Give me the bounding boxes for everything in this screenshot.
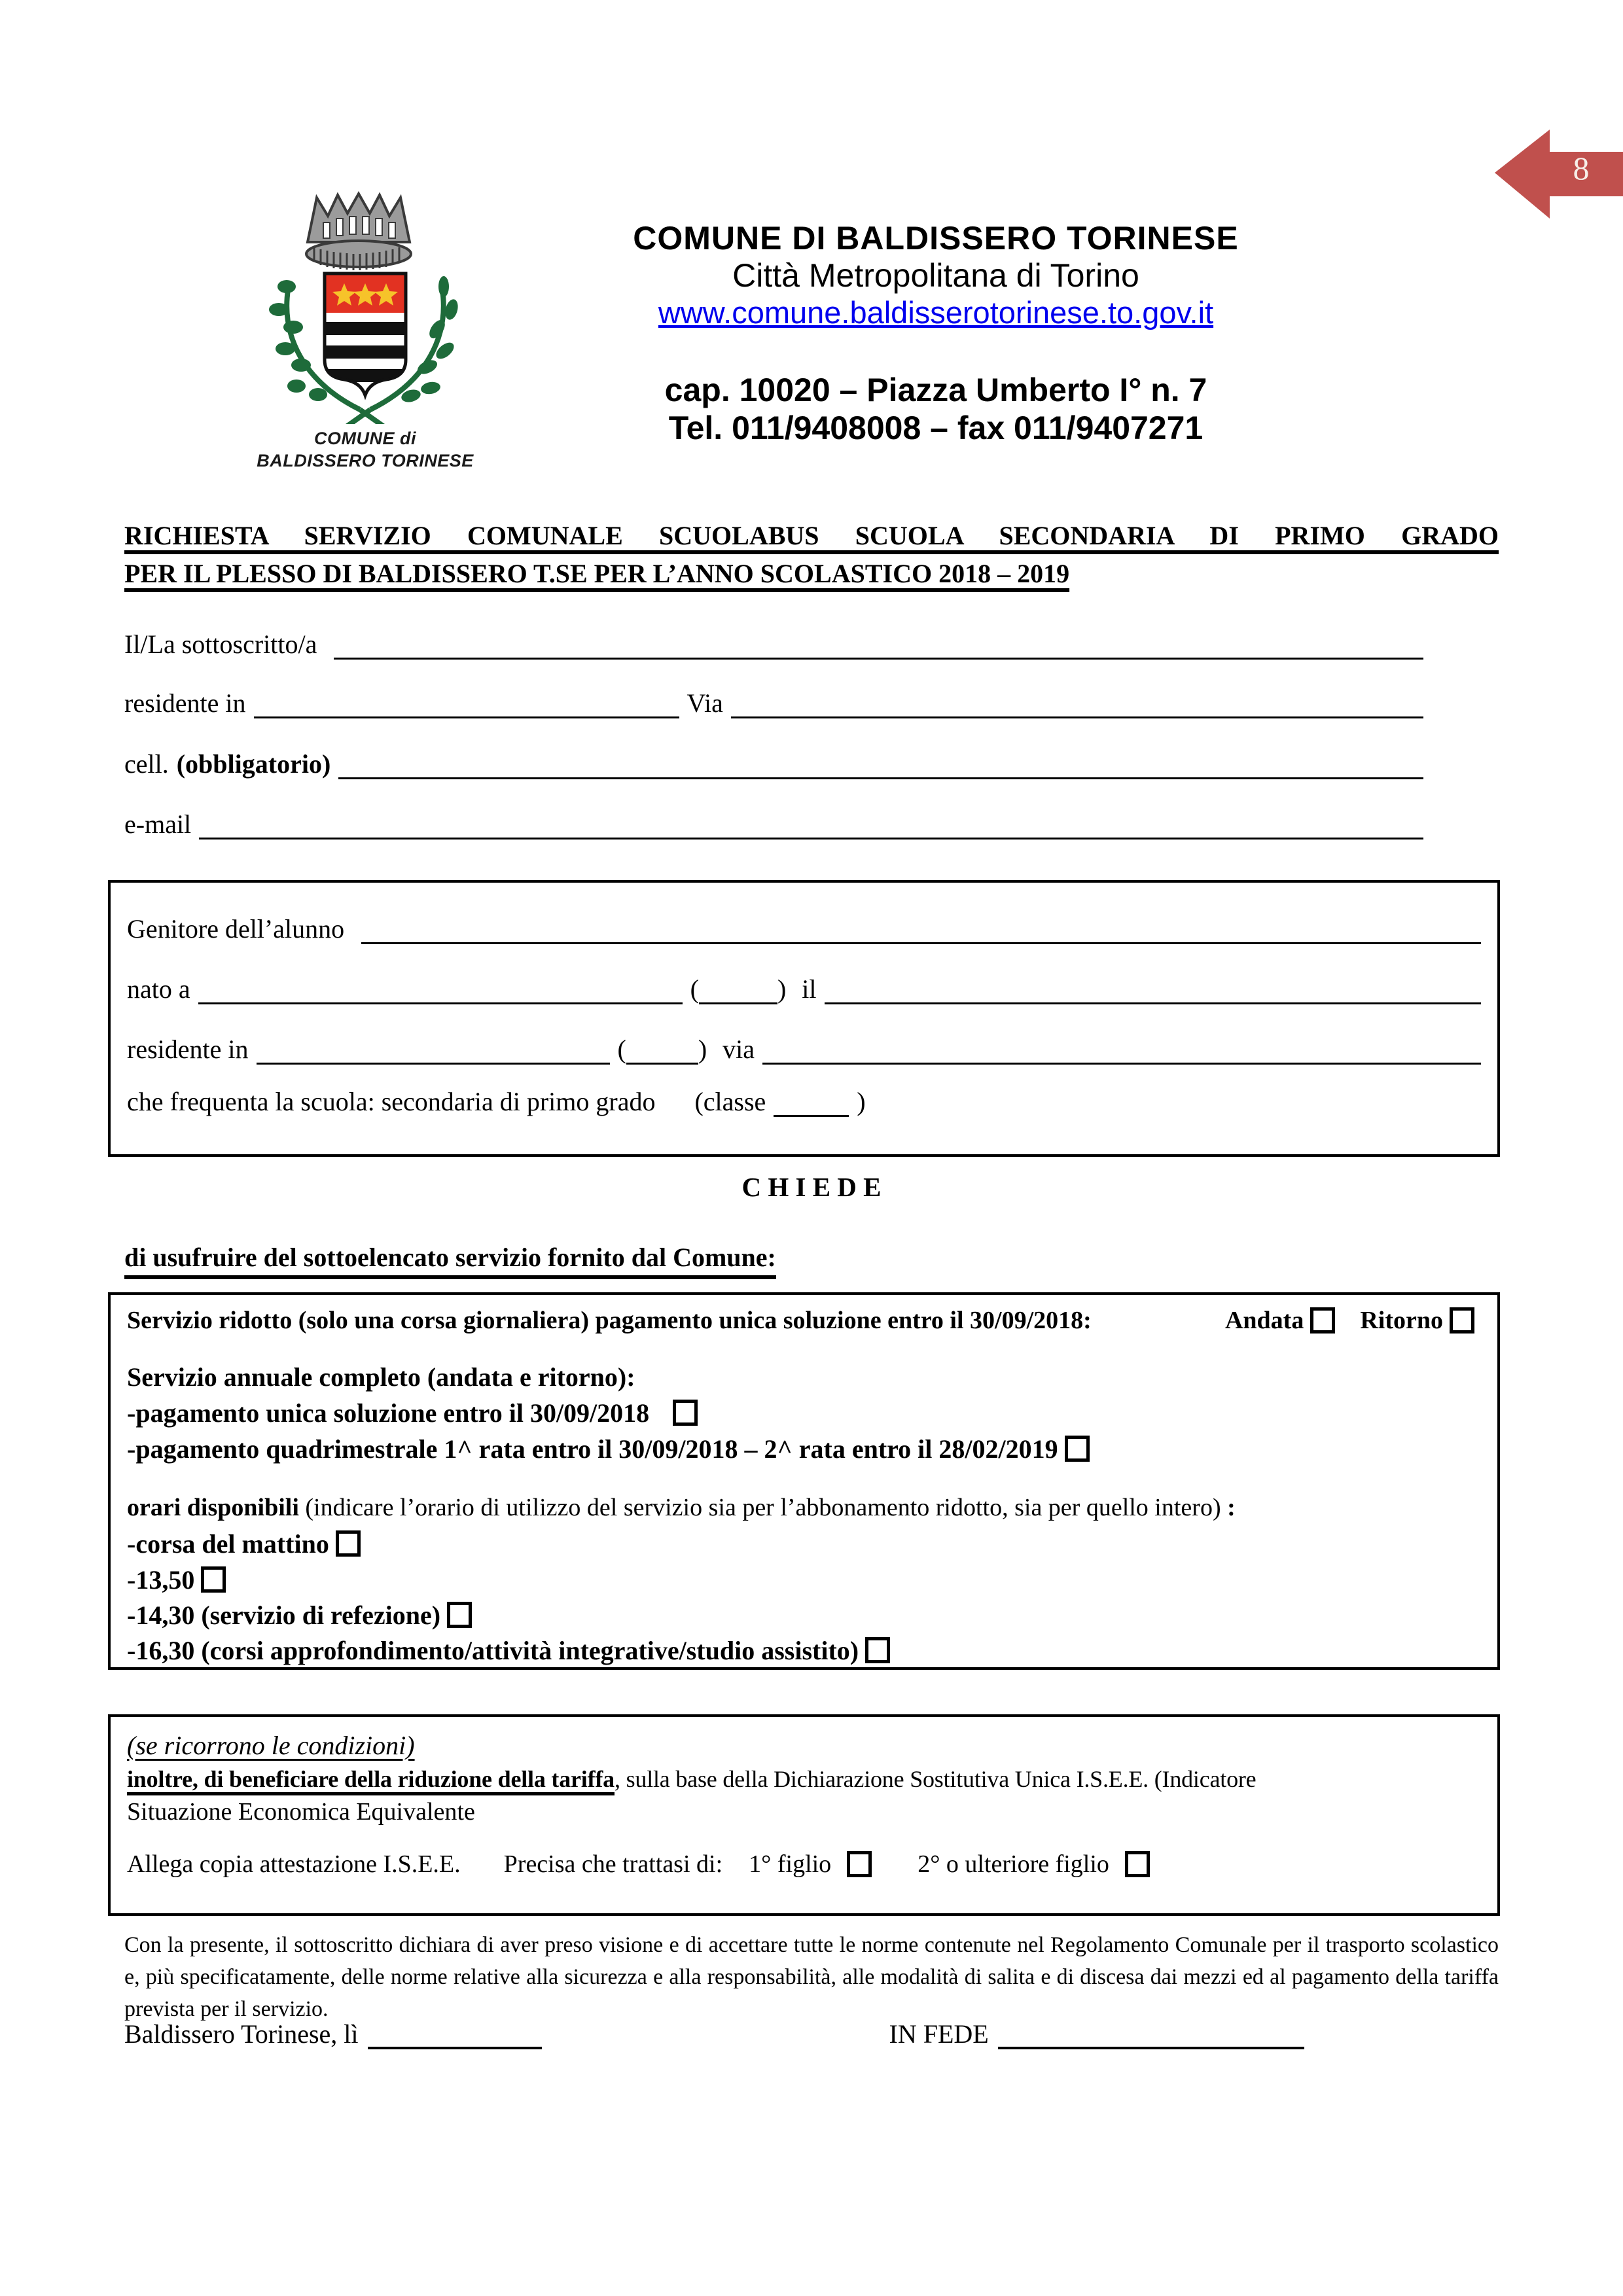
email-input-line[interactable]	[199, 807, 1423, 839]
isee-discount-box	[108, 1714, 1500, 1916]
field-row-residenza-alunno	[127, 1031, 1481, 1065]
obbligatorio-label: (obbligatorio)	[176, 749, 331, 779]
pagamento-quadrimestrale-checkbox[interactable]	[1065, 1436, 1090, 1462]
alunno-residente-label: residente in	[127, 1034, 249, 1064]
corsa-mattino-label: -corsa del mattino	[127, 1528, 329, 1559]
orario-1430-label: -14,30 (servizio di refezione)	[127, 1600, 441, 1630]
orario-1350-row	[127, 1563, 1481, 1596]
servizio-ridotto-row	[127, 1304, 1481, 1337]
orario-1630-checkbox[interactable]	[865, 1637, 890, 1663]
signature-row	[124, 2017, 1499, 2049]
orario-1350-label: -13,50	[127, 1564, 195, 1595]
in-fede-label: IN FEDE	[889, 2019, 989, 2049]
declaration-paragraph: Con la presente, il sottoscritto dichiara di aver preso visione e di accettare tutte le norme contenute nel Regolamento Comunale per il trasporto scolastico e, più specificatamente, delle norme relative alla sicurezza e alla responsabilità, alle modalità di salita e di discesa dai mezzi ed al pagamento della tariffa prevista per il servizio.	[124, 1933, 1499, 2021]
figlio1-checkbox[interactable]	[847, 1851, 872, 1877]
andata-checkbox[interactable]	[1310, 1307, 1335, 1333]
genitore-input-line[interactable]	[361, 910, 1481, 944]
form-title-line1: RICHIESTA SERVIZIO COMUNALE SCUOLABUS SCUOLA SECONDARIA DI PRIMO GRADO	[124, 521, 1499, 550]
sottoscritto-label: Il/La sottoscritto/a	[124, 629, 317, 659]
letterhead	[488, 219, 1384, 447]
ritorno-checkbox[interactable]	[1450, 1307, 1474, 1333]
orari-row	[127, 1491, 1481, 1524]
alunno-via-input-line[interactable]	[762, 1031, 1481, 1065]
nato-label: nato a	[127, 974, 190, 1004]
orario-1630-row	[127, 1634, 1481, 1667]
allega-row	[127, 1848, 1481, 1881]
orario-1430-checkbox[interactable]	[447, 1602, 472, 1628]
service-options-box	[108, 1292, 1500, 1670]
ritorno-label: Ritorno	[1360, 1307, 1443, 1334]
page-number: 8	[1573, 150, 1590, 186]
nato-data-input-line[interactable]	[825, 970, 1481, 1004]
form-title-line2: PER IL PLESSO DI BALDISSERO T.SE PER L’ANNO SCOLASTICO 2018 – 2019	[124, 559, 1070, 588]
logo-caption-line2: BALDISSERO TORINESE	[257, 451, 474, 470]
alunno-via-label: via	[722, 1034, 755, 1064]
municipal-logo	[228, 169, 503, 472]
field-row-genitore	[127, 910, 1481, 944]
request-intro: di usufruire del sottoelencato servizio fornito dal Comune:	[124, 1242, 776, 1273]
chiede-heading: C H I E D E	[741, 1172, 882, 1202]
alunno-paren-close: )	[698, 1034, 707, 1064]
figlio2-checkbox[interactable]	[1125, 1851, 1150, 1877]
page-badge	[1495, 130, 1623, 219]
signature-input-line[interactable]	[998, 2017, 1304, 2049]
orario-1430-row	[127, 1598, 1481, 1631]
place-date-label: Baldissero Torinese, lì	[124, 2019, 359, 2049]
residenza-via-input-line[interactable]	[731, 686, 1423, 718]
field-row-sottoscritto	[124, 627, 1423, 660]
residenza-citta-input-line[interactable]	[254, 686, 679, 718]
inoltre-label-bold: inoltre, di beneficiare della riduzione della tariffa	[127, 1766, 615, 1792]
figlio2-label: 2° o ulteriore figlio	[918, 1850, 1109, 1878]
sottoscritto-input-line[interactable]	[334, 627, 1423, 660]
orari-label-rest: (indicare l’orario di utilizzo del servizio sia per l’abbonamento ridotto, sia per quello intero)	[298, 1494, 1221, 1521]
frequenta-label: che frequenta la scuola: secondaria di primo grado	[127, 1087, 656, 1116]
nato-provincia-input-line[interactable]	[699, 970, 777, 1004]
classe-open-label: (classe	[694, 1087, 766, 1116]
field-row-residenza	[124, 686, 1423, 718]
orario-1630-label: -16,30 (corsi approfondimento/attività integrative/studio assistito)	[127, 1635, 859, 1665]
andata-label: Andata	[1224, 1307, 1304, 1334]
residente-label: residente in	[124, 688, 246, 718]
condizioni-label: (se ricorrono le condizioni)	[127, 1730, 415, 1760]
inoltre-row	[127, 1763, 1481, 1795]
email-label: e-mail	[124, 809, 192, 839]
corsa-mattino-row	[127, 1527, 1481, 1560]
figlio1-label: 1° figlio	[749, 1850, 832, 1878]
allega-label: Allega copia attestazione I.S.E.E.	[127, 1850, 461, 1878]
student-info-box	[108, 880, 1500, 1157]
cell-input-line[interactable]	[338, 747, 1423, 779]
pagamento-unica-checkbox[interactable]	[673, 1400, 698, 1426]
servizio-ridotto-label: Servizio ridotto (solo una corsa giornaliera) pagamento unica soluzione entro il 30/09/2018:	[127, 1307, 1092, 1334]
isee-line2: Situazione Economica Equivalente	[127, 1798, 475, 1826]
classe-close-label: )	[857, 1087, 866, 1116]
website-link[interactable]: www.comune.baldisserotorinese.to.gov.it	[658, 295, 1214, 330]
logo-caption-line1: COMUNE di	[314, 429, 416, 448]
field-row-email	[124, 807, 1423, 839]
via-label: Via	[687, 688, 723, 718]
municipality-name: COMUNE DI BALDISSERO TORINESE	[633, 220, 1239, 256]
pagamento-unica-label: -pagamento unica soluzione entro il 30/09/2018	[127, 1398, 650, 1428]
cell-label: cell.	[124, 749, 169, 779]
precisa-label: Precisa che trattasi di:	[503, 1850, 723, 1878]
pagamento-quadrimestrale-label: -pagamento quadrimestrale 1^ rata entro il 30/09/2018 – 2^ rata entro il 28/02/2019	[127, 1434, 1058, 1464]
orari-colon: :	[1221, 1494, 1236, 1521]
condizioni-row	[127, 1729, 1481, 1761]
classe-input-line[interactable]	[774, 1083, 849, 1117]
pagamento-unica-row	[127, 1396, 1481, 1429]
alunno-paren-open: (	[617, 1034, 626, 1064]
inoltre-label-rest: , sulla base della Dichiarazione Sostitutiva Unica I.S.E.E. (Indicatore	[614, 1766, 1257, 1792]
corsa-mattino-checkbox[interactable]	[336, 1530, 361, 1557]
date-input-line[interactable]	[368, 2017, 542, 2049]
servizio-annuale-row	[127, 1360, 1481, 1393]
nato-luogo-input-line[interactable]	[198, 970, 683, 1004]
orari-label-bold: orari disponibili	[127, 1494, 299, 1521]
nato-paren-close: )	[777, 974, 787, 1004]
il-label: il	[802, 974, 817, 1004]
pagamento-quadrimestrale-row	[127, 1432, 1481, 1465]
phone-fax: Tel. 011/9408008 – fax 011/9407271	[668, 410, 1204, 446]
orario-1350-checkbox[interactable]	[201, 1566, 226, 1593]
postal-address: cap. 10020 – Piazza Umberto I° n. 7	[664, 372, 1207, 408]
alunno-provincia-input-line[interactable]	[626, 1031, 698, 1065]
coat-of-arms-icon	[228, 169, 503, 424]
field-row-classe	[127, 1083, 1481, 1117]
genitore-label: Genitore dell’alunno	[127, 914, 345, 944]
nato-paren-open: (	[690, 974, 699, 1004]
alunno-citta-input-line[interactable]	[257, 1031, 610, 1065]
metropolitan-city: Città Metropolitana di Torino	[732, 257, 1139, 294]
field-row-cellulare	[124, 747, 1423, 779]
field-row-nato	[127, 970, 1481, 1004]
servizio-annuale-label: Servizio annuale completo (andata e ritorno):	[127, 1362, 635, 1392]
